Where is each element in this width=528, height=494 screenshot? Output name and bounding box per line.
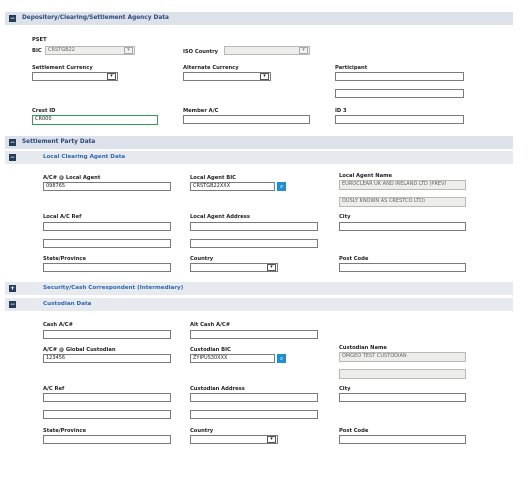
custodian-city-label: City [339,386,351,392]
local-agent-address-label: Local Agent Address [190,214,250,220]
custodian-section-title: Custodian Data [43,301,92,307]
dropdown-arrow-icon[interactable]: ▾ [267,264,276,271]
dropdown-arrow-icon[interactable]: ▾ [260,73,269,80]
settlement-currency-select[interactable] [32,72,118,81]
bic-label: BIC [32,48,42,54]
post-code-label: Post Code [339,256,369,262]
custodian-state-province-label: State/Province [43,428,86,434]
search-icon[interactable]: ⌕ [277,182,286,191]
ac-local-agent-input[interactable]: 098765 [43,182,171,191]
post-code-input[interactable] [339,263,466,272]
local-ac-ref-input-2[interactable] [43,239,171,248]
dropdown-arrow-icon[interactable]: ▾ [107,73,116,80]
ac-global-custodian-label: A/C# @ Global Custodian [43,347,116,353]
dropdown-arrow-icon[interactable]: ▾ [299,47,308,54]
security-cash-section-header [5,282,513,295]
id3-input[interactable] [335,115,464,124]
bic-value: CRSTGB22 [48,47,75,53]
pset-label: PSET [32,37,47,43]
iso-country-label: ISO Country [183,49,219,55]
custodian-post-code-input[interactable] [339,435,466,444]
custodian-name-line2 [339,369,466,379]
dropdown-arrow-icon[interactable]: ▾ [124,47,133,54]
expand-icon[interactable]: + [9,285,16,292]
country-label: Country [190,256,214,262]
collapse-icon[interactable]: − [9,301,16,308]
custodian-address-input-2[interactable] [190,410,318,419]
alt-cash-ac-label: Alt Cash A/C# [190,322,231,328]
depository-section-title: Depository/Clearing/Settlement Agency Data [22,15,169,21]
collapse-icon[interactable]: − [9,154,16,161]
alt-cash-ac-input[interactable] [190,330,318,339]
settlement-currency-label: Settlement Currency [32,65,93,71]
country-select[interactable] [190,263,278,272]
collapse-icon[interactable]: − [9,15,16,22]
local-agent-address-input-2[interactable] [190,239,318,248]
local-ac-ref-label: Local A/C Ref [43,214,82,220]
custodian-post-code-label: Post Code [339,428,369,434]
state-province-label: State/Province [43,256,86,262]
alternate-currency-select[interactable] [183,72,271,81]
ac-ref-input[interactable] [43,393,171,402]
local-ac-ref-input[interactable] [43,222,171,231]
cash-ac-label: Cash A/C# [43,322,73,328]
custodian-name-label: Custodian Name [339,345,387,351]
participant-label: Participant [335,65,368,71]
local-agent-bic-input[interactable]: CRSTGB22XXX [190,182,275,191]
participant-input-2[interactable] [335,89,464,98]
search-icon[interactable]: ⌕ [277,354,286,363]
local-agent-bic-label: Local Agent BIC [190,175,236,181]
security-cash-section-title: Security/Cash Correspondent (Intermediary) [43,285,184,291]
collapse-icon[interactable]: − [9,139,16,146]
member-ac-label: Member A/C [183,108,219,114]
dropdown-arrow-icon[interactable]: ▾ [267,436,276,443]
custodian-address-label: Custodian Address [190,386,245,392]
ac-ref-label: A/C Ref [43,386,65,392]
custodian-state-province-input[interactable] [43,435,171,444]
local-agent-address-input[interactable] [190,222,318,231]
custodian-bic-label: Custodian BIC [190,347,231,353]
cash-ac-input[interactable] [43,330,171,339]
local-clearing-section-title: Local Clearing Agent Data [43,154,126,160]
local-agent-name-line2: OUSLY KNOWN AS CRESTCO LTD) [339,197,466,207]
custodian-country-label: Country [190,428,214,434]
custodian-address-input[interactable] [190,393,318,402]
city-label: City [339,214,351,220]
local-agent-name-label: Local Agent Name [339,173,393,179]
member-ac-input[interactable] [183,115,310,124]
local-clearing-section-header [5,151,513,164]
iso-country-select[interactable] [224,46,310,55]
id3-label: ID 3 [335,108,347,114]
custodian-name-line1: OMGEO TEST CUSTODIAN [339,352,466,362]
city-input[interactable] [339,222,466,231]
settlement-party-section-header [5,136,513,149]
alternate-currency-label: Alternate Currency [183,65,239,71]
bic-select[interactable] [45,46,135,55]
participant-input[interactable] [335,72,464,81]
ac-global-custodian-input[interactable]: 123456 [43,354,171,363]
custodian-country-select[interactable] [190,435,278,444]
local-agent-name-line1: EUROCLEAR UK AND IRELAND LTD (PREVI [339,180,466,190]
depository-section-header [5,12,513,25]
ac-ref-input-2[interactable] [43,410,171,419]
state-province-input[interactable] [43,263,171,272]
settlement-party-section-title: Settlement Party Data [22,139,96,145]
ac-local-agent-label: A/C# @ Local Agent [43,175,101,181]
crest-id-input[interactable]: CR000 [32,115,158,125]
custodian-bic-input[interactable]: ZYIPUS30XXX [190,354,275,363]
crest-id-label: Crest ID [32,108,56,114]
custodian-city-input[interactable] [339,393,466,402]
custodian-section-header [5,298,513,311]
